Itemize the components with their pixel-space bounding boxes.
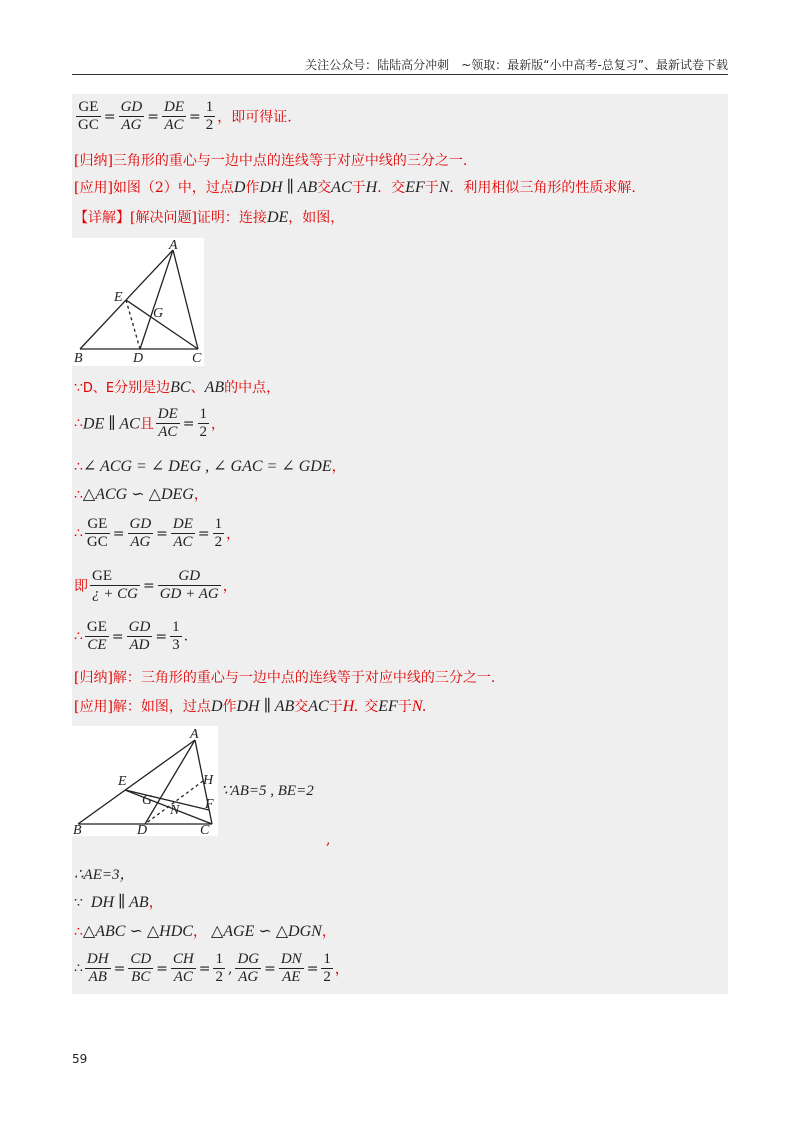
fraction: $\frac{DE}{AC}$	[157, 406, 178, 440]
ratio-answer-line: ∴ $\frac{DH}{AB}$ = $\frac{CD}{BC}$ = $\frac{CH}{AC}$ = $\frac{1}{2}$ , $\frac{DG}{AG}$ = $\frac{DN}{AE}$ = $\frac{1}{2}$ ，	[74, 951, 349, 985]
fraction: $\frac{1}{2}$	[199, 406, 208, 440]
stray-comma: ,	[326, 832, 331, 848]
page-header: 关注公众号：陆陆高分冲刺 ~领取：最新版“小中高考-总复习”、最新试卷下载	[305, 58, 728, 72]
summary-answer-line: [归纳]解：三角形的重心与一边中点的连线等于对应中线的三分之一.	[74, 670, 496, 686]
fraction: $\frac{DG}{AG}$	[237, 951, 260, 985]
application-line: [应用]如图（2）中，过点D作DH ∥ AB交AC于H．交EF于N．利用相似三角形的性质求解.	[74, 179, 636, 196]
ae-line: ∴AE=3，	[74, 867, 135, 883]
fraction: $\frac{GD}{AG}$	[120, 99, 143, 133]
fraction: $\frac{1}{2}$	[214, 516, 223, 550]
fraction: $\frac{DH}{AB}$	[86, 951, 109, 985]
label-e: E	[114, 290, 123, 305]
fraction: $\frac{CD}{BC}$	[130, 951, 152, 985]
ratio-line-2: 即 $\frac{GE}{¿ + CG}$ = $\frac{GD}{GD + AG}$ ，	[74, 568, 237, 602]
label-n: N	[170, 803, 180, 818]
label-c: C	[192, 351, 202, 366]
label-d: D	[133, 351, 144, 366]
fraction: $\frac{DN}{AE}$	[280, 951, 302, 985]
median-ad	[140, 250, 173, 349]
summary-line: [归纳]三角形的重心与一边中点的连线等于对应中线的三分之一.	[74, 153, 468, 169]
edge-ab	[80, 250, 173, 349]
label-e: E	[118, 774, 127, 789]
fraction: $\frac{DE}{AC}$	[172, 516, 193, 550]
fraction: $\frac{GD}{GD + AG}$	[159, 568, 219, 602]
label-d: D	[137, 823, 148, 836]
fraction: $\frac{1}{2}$	[323, 951, 331, 985]
application-answer-line: [应用]解：如图，过点D作DH ∥ AB交AC于H. 交EF于N.	[74, 698, 427, 715]
fraction: $\frac{CH}{AC}$	[172, 951, 194, 985]
label-h: H	[203, 773, 214, 788]
given-lengths: ∵AB=5 , BE=2	[221, 783, 314, 799]
triangle-figure-1	[72, 238, 204, 366]
label-a: A	[190, 727, 199, 742]
fraction: $\frac{GE}{GC}$	[86, 516, 108, 550]
label-b: B	[74, 351, 83, 366]
fraction: $\frac{GE}{GC}$	[78, 99, 99, 133]
fraction: $\frac{DE}{AC}$	[163, 99, 184, 133]
similar-answer-line: ∴△ABC ∽ △HDC， △AGE ∽ △DGN，	[74, 923, 336, 940]
detail-line: 【详解】[解决问题]证明：连接DE，如图，	[74, 209, 345, 226]
fraction: $\frac{GD}{AD}$	[128, 619, 151, 653]
fraction: $\frac{1}{3}$	[172, 619, 180, 653]
line-fraction-result: $\frac{GE}{GC}$ = $\frac{GD}{AG}$ = $\frac{DE}{AC}$ = $\frac{1}{2}$ ，即可得证.	[78, 99, 292, 133]
page-number: 59	[72, 1052, 88, 1066]
label-b: B	[73, 823, 82, 836]
label-c: C	[200, 823, 210, 836]
header-divider	[72, 74, 728, 75]
ratio-line-3: ∴ $\frac{GE}{CE}$ = $\frac{GD}{AD}$ = $\frac{1}{3}$ .	[74, 619, 189, 653]
angle-line: ∴∠ ACG = ∠ DEG , ∠ GAC = ∠ GDE，	[74, 458, 346, 475]
dh-parallel-line: ∵ DH ∥ AB，	[74, 894, 163, 911]
fraction: $\frac{GE}{CE}$	[86, 619, 107, 653]
parallel-line: ∴DE ∥ AC且 $\frac{DE}{AC}$ = $\frac{1}{2}$ ，	[74, 406, 226, 440]
triangle-figure-2	[72, 726, 218, 836]
label-g: G	[153, 306, 164, 321]
label-g: G	[142, 793, 153, 808]
fraction: $\frac{GD}{AG}$	[129, 516, 152, 550]
similar-line: ∴△ACG ∽ △DEG，	[74, 486, 208, 503]
ratio-line: ∴ $\frac{GE}{GC}$ = $\frac{GD}{AG}$ = $\frac{DE}{AC}$ = $\frac{1}{2}$ ，	[74, 516, 241, 550]
label-f: F	[205, 797, 214, 812]
fraction: $\frac{1}{2}$	[205, 99, 214, 133]
given-line: ∵D、E分别是边BC、AB的中点，	[74, 379, 281, 396]
label-a: A	[169, 238, 178, 253]
fraction: $\frac{GE}{¿ + CG}$	[92, 568, 138, 602]
fraction: $\frac{1}{2}$	[215, 951, 223, 985]
